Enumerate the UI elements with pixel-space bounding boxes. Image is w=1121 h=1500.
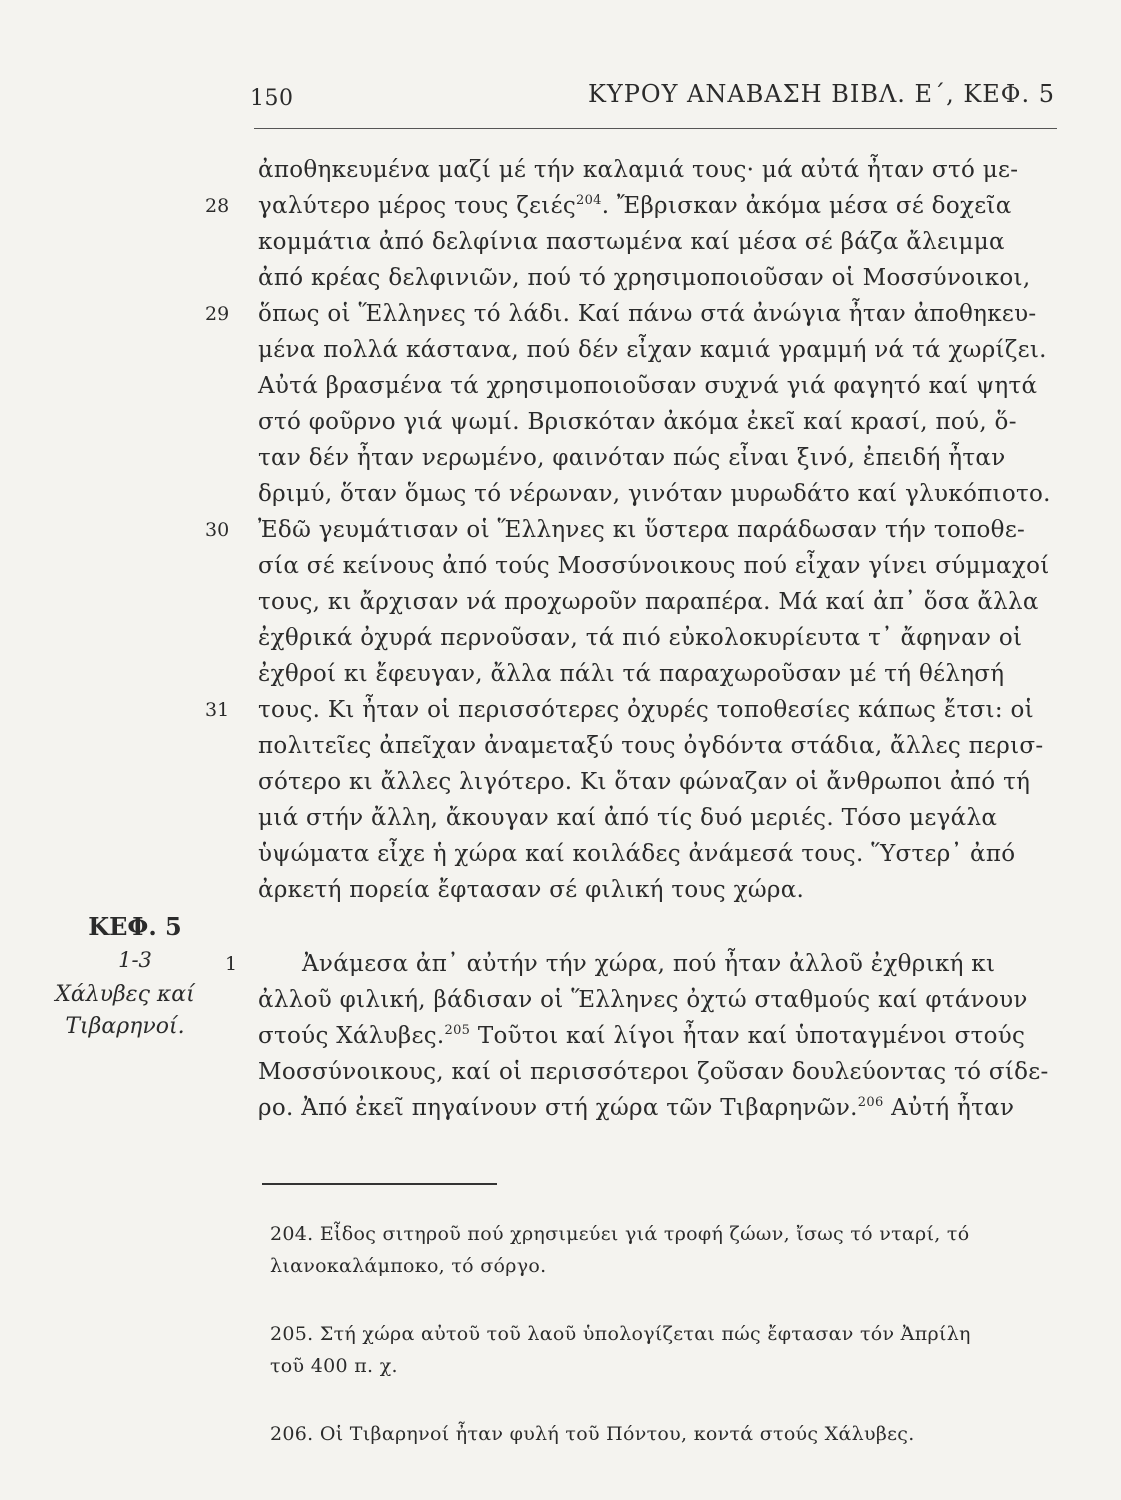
text-line: ὑψώματα εἶχε ἡ χώρα καί κοιλάδες ἀνάμεσά τους. Ὕστερ᾽ ἀπό [258, 841, 1016, 867]
text-line: στό φοῦρνο γιά ψωμί. Βρισκόταν ἀκόμα ἐκεῖ καί κρασί, πού, ὅ- [258, 409, 1017, 435]
text-line: Μοσσύνοικους, καί οἱ περισσότεροι ζοῦσαν δουλεύοντας τό σίδε- [258, 1059, 1049, 1085]
text-line: μένα πολλά κάστανα, πού δέν εἶχαν καμιά γραμμή νά τά χωρίζει. [258, 337, 1047, 363]
footnote-206: 206. Οἱ Τιβαρηνοί ἦταν φυλή τοῦ Πόντου, κοντά στούς Χάλυβες. [270, 1423, 915, 1445]
footnote-ref-206: 206 [857, 1095, 884, 1110]
text-line [258, 1090, 1078, 1126]
sidebar-topic-line1: Χάλυβες καί [55, 982, 195, 1007]
header-rule [254, 128, 1057, 129]
text-line: τους. Κι ἦταν οἱ περισσότερες ὀχυρές τοποθεσίες κάπως ἔτσι: οἱ [258, 697, 1034, 723]
text-line: Ἐδῶ γευμάτισαν οἱ Ἕλληνες κι ὕστερα παράδωσαν τήν τοποθε- [258, 517, 1026, 543]
text-line: ταν δέν ἦταν νερωμένο, φαινόταν πώς εἶναι ξινό, ἐπειδή ἦταν [258, 445, 1006, 471]
text-line: σότερο κι ἄλλες λιγότερο. Κι ὅταν φώναζαν οἱ ἄνθρωποι ἀπό τή [258, 769, 1031, 795]
footnote-204-cont: λιανοκαλάμποκο, τό σόργο. [270, 1255, 547, 1277]
text-line: ἐχθρικά ὀχυρά περνοῦσαν, τά πιό εὐκολοκυρίευτα τ᾽ ἄφηναν οἱ [258, 625, 1023, 651]
section-number-28: 28 [205, 195, 230, 217]
text-line: μιά στήν ἄλλη, ἄκουγαν καί ἀπό τίς δυό μεριές. Τόσο μεγάλα [258, 805, 998, 831]
section-number-31: 31 [205, 699, 230, 721]
text-line: κομμάτια ἀπό δελφίνια παστωμένα καί μέσα σέ βάζα ἄλειμμα [258, 229, 1005, 255]
text-line-segment: Τοῦτοι καί λίγοι ἦταν καί ὑποταγμένοι στούς [470, 1023, 1026, 1049]
page-number: 150 [250, 86, 294, 111]
text-line-segment: . Ἔβρισκαν ἀκόμα μέσα σέ δοχεῖα [601, 193, 1012, 219]
text-line [258, 188, 1078, 224]
footnote-rule [262, 1183, 497, 1185]
text-line: ἐχθροί κι ἔφευγαν, ἄλλα πάλι τά παραχωροῦσαν μέ τή θέλησή [258, 661, 1005, 687]
sidebar-topic-line2: Τιβαρηνοί. [65, 1014, 185, 1039]
section-number-29: 29 [205, 303, 230, 325]
text-line: πολιτεῖες ἀπεῖχαν ἀναμεταξύ τους ὀγδόντα στάδια, ἄλλες περισ- [258, 733, 1044, 759]
footnote-205-cont: τοῦ 400 π. χ. [270, 1355, 398, 1377]
page-header [250, 76, 1055, 116]
running-title: ΚΥΡΟΥ ΑΝΑΒΑΣΗ ΒΙΒΛ. Ε΄, ΚΕΦ. 5 [587, 80, 1055, 108]
text-line [258, 1018, 1078, 1054]
text-line: ἀρκετή πορεία ἔφτασαν σέ φιλική τους χώρα. [258, 877, 805, 903]
footnote-ref-204: 204 [576, 193, 602, 208]
sidebar-chapter: ΚΕΦ. 5 [88, 912, 182, 941]
footnote-205: 205. Στή χώρα αὐτοῦ τοῦ λαοῦ ὑπολογίζεται πώς ἔφτασαν τόν Ἀπρίλη [270, 1323, 971, 1345]
text-line: τους, κι ἄρχισαν νά προχωροῦν παραπέρα. Μά καί ἀπ᾽ ὅσα ἄλλα [258, 589, 1039, 615]
text-line-segment: Αὐτή ἦταν [883, 1095, 1015, 1121]
text-line-segment: γαλύτερο μέρος τους ζειές [258, 193, 577, 219]
footnote-204: 204. Εἶδος σιτηροῦ πού χρησιμεύει γιά τροφή ζώων, ἴσως τό νταρί, τό [270, 1223, 970, 1245]
section-number-30: 30 [205, 519, 230, 541]
text-line: Ἀνάμεσα ἀπ᾽ αὐτήν τήν χώρα, πού ἦταν ἀλλοῦ ἐχθρική κι [302, 951, 996, 977]
text-line: ἀπό κρέας δελφινιῶν, πού τό χρησιμοποιοῦσαν οἱ Μοσσύνοικοι, [258, 265, 1031, 291]
text-line: ὅπως οἱ Ἕλληνες τό λάδι. Καί πάνω στά ἀνώγια ἦταν ἀποθηκευ- [258, 301, 1037, 327]
text-line: σία σέ κείνους ἀπό τούς Μοσσύνοικους πού εἶχαν γίνει σύμμαχοί [258, 553, 1050, 579]
footnote-ref-205: 205 [444, 1023, 471, 1038]
text-line-segment: στούς Χάλυβες. [258, 1023, 445, 1049]
text-line: δριμύ, ὅταν ὅμως τό νέρωναν, γινόταν μυρωδάτο καί γλυκόπιοτο. [258, 481, 1051, 507]
text-line: Αὐτά βρασμένα τά χρησιμοποιοῦσαν συχνά γιά φαγητό καί ψητά [258, 373, 1038, 399]
text-line: ἀποθηκευμένα μαζί μέ τήν καλαμιά τους· μά αὐτά ἦταν στό με- [258, 157, 1019, 183]
section-number-1: 1 [225, 953, 238, 975]
text-line: ἀλλοῦ φιλική, βάδισαν οἱ Ἕλληνες ὀχτώ σταθμούς καί φτάνουν [258, 987, 1028, 1013]
sidebar-range: 1-3 [118, 948, 152, 972]
text-line-segment: ρο. Ἀπό ἐκεῖ πηγαίνουν στή χώρα τῶν Τιβαρηνῶν. [258, 1095, 858, 1121]
